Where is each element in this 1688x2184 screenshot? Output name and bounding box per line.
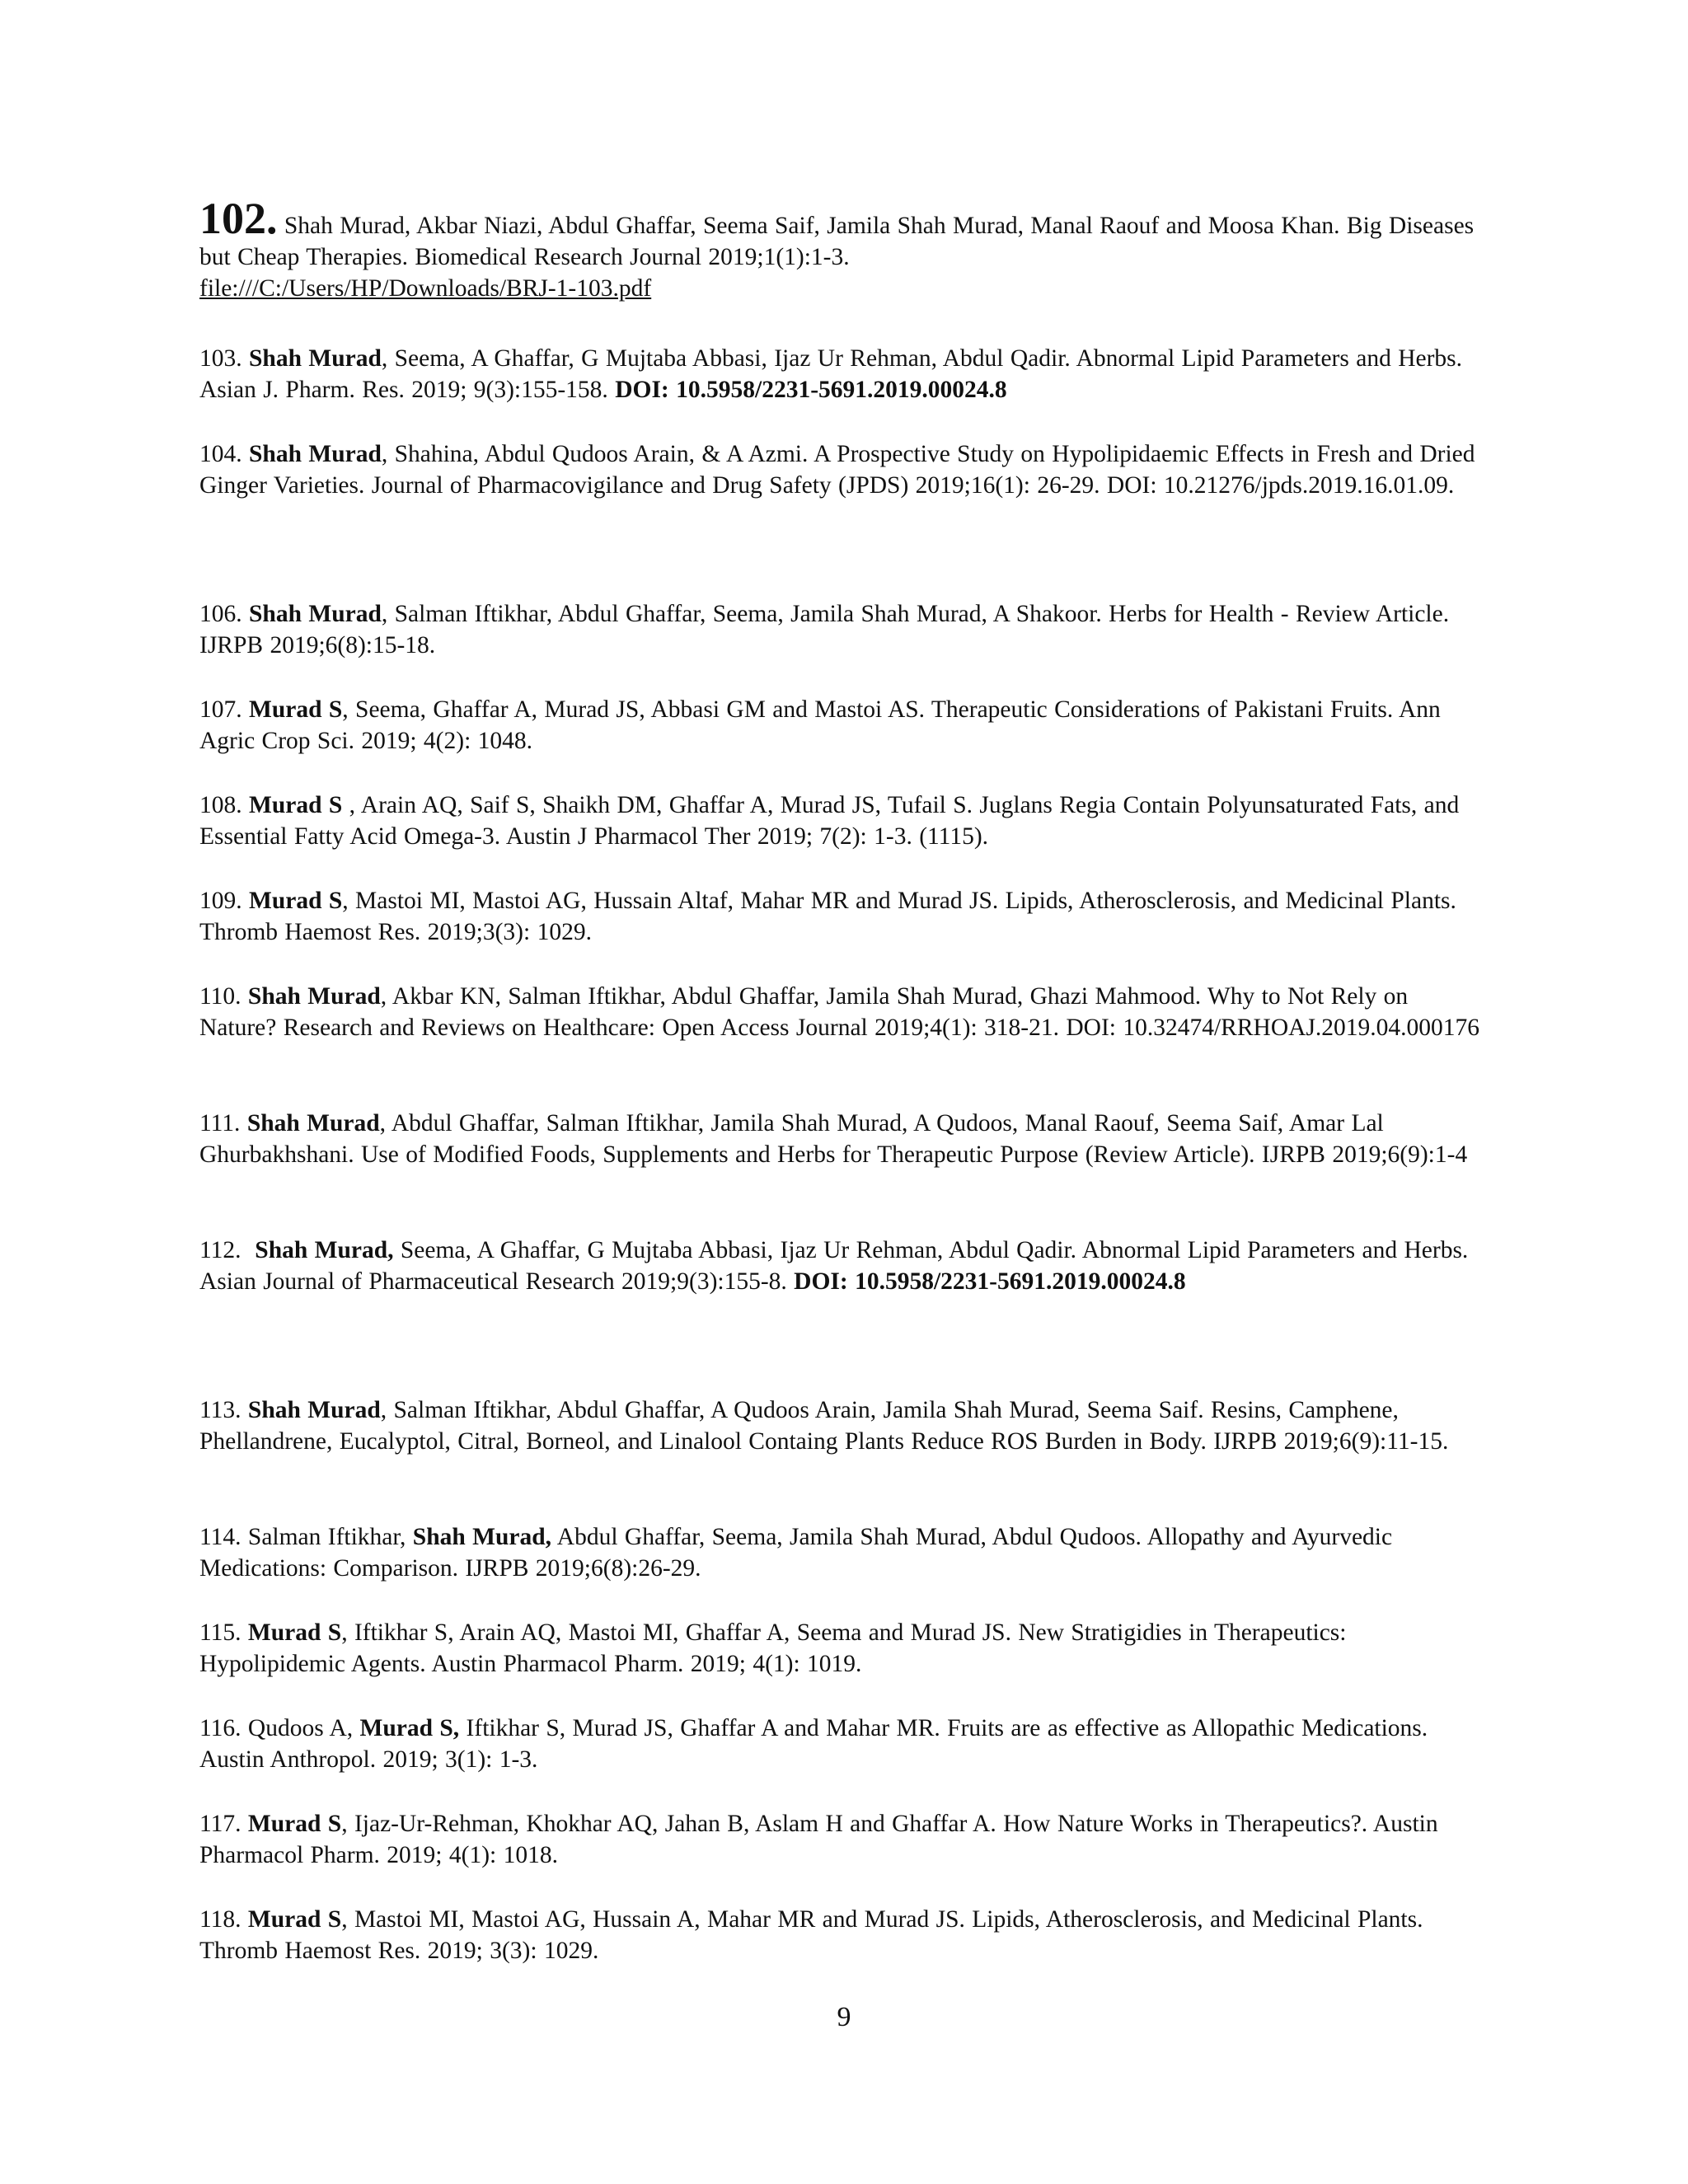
- reference-text: , Arain AQ, Saif S, Shaikh DM, Ghaffar A, Murad JS, Tufail S. Juglans Regia Contain Polyunsaturated Fats, and Essential Fatty Acid Omega-3. Austin J Pharmacol Ther 2019; 7(2): 1-3. (1115).: [199, 792, 1460, 850]
- reference-text: , Akbar KN, Salman Iftikhar, Abdul Ghaffar, Jamila Shah Murad, Ghazi Mahmood. Why to Not Rely on Nature? Research and Reviews on Healthcare: Open Access Journal 2019;4(1): 318-21. DOI: 10.32474/RRHOAJ.2019.04.000176: [199, 983, 1480, 1041]
- reference-text-pre: Qudoos A,: [247, 1715, 354, 1741]
- reference-entry-109: [199, 885, 1489, 948]
- reference-number: 113.: [199, 1397, 241, 1423]
- reference-number: 112.: [199, 1237, 241, 1263]
- reference-number: 111.: [199, 1110, 241, 1137]
- reference-author-highlight: Shah Murad: [247, 983, 381, 1010]
- reference-entry-102: [199, 196, 1489, 304]
- reference-text: , Salman Iftikhar, Abdul Ghaffar, A Qudoos Arain, Jamila Shah Murad, Seema Saif. Resins, Camphene, Phellandrene, Eucalyptol, Citral, Borneol, and Linalool Containg Plants Reduce ROS Burden in Body. IJRPB 2019;6(9):11-15.: [199, 1397, 1449, 1455]
- reference-entry-115: [199, 1617, 1489, 1680]
- reference-entry-110: [199, 981, 1489, 1043]
- reference-text: , Abdul Ghaffar, Salman Iftikhar, Jamila Shah Murad, A Qudoos, Manal Raouf, Seema Saif, Amar Lal Ghurbakhshani. Use of Modified Foods, Supplements and Herbs for Therapeutic Purpose (Review Article). IJRPB 2019;6(9):1-4: [199, 1110, 1468, 1168]
- reference-text: , Seema, Ghaffar A, Murad JS, Abbasi GM and Mastoi AS. Therapeutic Considerations of Pakistani Fruits. Ann Agric Crop Sci. 2019; 4(2): 1048.: [199, 696, 1441, 754]
- reference-link[interactable]: file:///C:/Users/HP/Downloads/BRJ-1-103.pdf: [199, 275, 652, 302]
- reference-author-highlight: Shah Murad,: [255, 1237, 394, 1263]
- reference-number: 109.: [199, 888, 242, 914]
- reference-entry-104: [199, 438, 1489, 501]
- reference-number: 102.: [199, 194, 278, 243]
- reference-text: , Mastoi MI, Mastoi AG, Hussain Altaf, Mahar MR and Murad JS. Lipids, Atherosclerosis, and Medicinal Plants. Thromb Haemost Res. 2019;3(3): 1029.: [199, 888, 1456, 945]
- reference-number: 110.: [199, 983, 241, 1010]
- reference-doi: DOI: 10.5958/2231-5691.2019.00024.8: [794, 1268, 1186, 1295]
- reference-number: 106.: [199, 601, 242, 627]
- reference-author-highlight: Shah Murad,: [412, 1524, 552, 1550]
- reference-entry-118: [199, 1904, 1489, 1966]
- reference-text: Shah Murad, Akbar Niazi, Abdul Ghaffar, Seema Saif, Jamila Shah Murad, Manal Raouf and Moosa Khan. Big Diseases but Cheap Therapies. Biomedical Research Journal 2019;1(1):1-3.: [199, 213, 1475, 270]
- reference-entry-106: [199, 598, 1489, 661]
- reference-text: , Mastoi MI, Mastoi AG, Hussain A, Mahar MR and Murad JS. Lipids, Atherosclerosis, and Medicinal Plants. Thromb Haemost Res. 2019; 3(3): 1029.: [199, 1906, 1423, 1964]
- reference-text: , Seema, A Ghaffar, G Mujtaba Abbasi, Ijaz Ur Rehman, Abdul Qadir. Abnormal Lipid Parameters and Herbs. Asian J. Pharm. Res. 2019; 9(3):155-158.: [199, 345, 1463, 403]
- reference-author-highlight: Murad S: [247, 1619, 342, 1646]
- reference-author-highlight: Murad S: [249, 792, 343, 818]
- reference-text: , Iftikhar S, Arain AQ, Mastoi MI, Ghaffar A, Seema and Murad JS. New Stratigidies in Therapeutics: Hypolipidemic Agents. Austin Pharmacol Pharm. 2019; 4(1): 1019.: [199, 1619, 1347, 1677]
- reference-author-highlight: Shah Murad: [249, 441, 382, 467]
- reference-entry-116: [199, 1713, 1489, 1775]
- reference-number: 104.: [199, 441, 242, 467]
- reference-author-highlight: Murad S: [249, 888, 343, 914]
- reference-entry-112: [199, 1235, 1489, 1297]
- reference-text: , Ijaz-Ur-Rehman, Khokhar AQ, Jahan B, Aslam H and Ghaffar A. How Nature Works in Therapeutics?. Austin Pharmacol Pharm. 2019; 4(1): 1018.: [199, 1811, 1438, 1868]
- reference-text: Abdul Ghaffar, Seema, Jamila Shah Murad, Abdul Qudoos. Allopathy and Ayurvedic Medications: Comparison. IJRPB 2019;6(8):26-29.: [199, 1524, 1393, 1582]
- page-number: 9: [837, 2002, 851, 2032]
- reference-text: Seema, A Ghaffar, G Mujtaba Abbasi, Ijaz Ur Rehman, Abdul Qadir. Abnormal Lipid Parameters and Herbs. Asian Journal of Pharmaceutical Research 2019;9(3):155-8.: [199, 1237, 1469, 1295]
- reference-number: 103.: [199, 345, 242, 372]
- reference-text: , Shahina, Abdul Qudoos Arain, & A Azmi. A Prospective Study on Hypolipidaemic Effects in Fresh and Dried Ginger Varieties. Journal of Pharmacovigilance and Drug Safety (JPDS) 2019;16(1): 26-29. DOI: 10.21276/jpds.2019.16.01.09.: [199, 441, 1475, 499]
- reference-entry-114: [199, 1521, 1489, 1584]
- reference-entry-113: [199, 1394, 1489, 1457]
- reference-author-highlight: Shah Murad: [249, 345, 382, 372]
- reference-number: 107.: [199, 696, 242, 723]
- reference-author-highlight: Murad S,: [359, 1715, 460, 1741]
- reference-author-highlight: Murad S: [249, 696, 343, 723]
- reference-number: 114.: [199, 1524, 241, 1550]
- reference-author-highlight: Murad S: [247, 1906, 342, 1933]
- reference-author-highlight: Shah Murad: [249, 601, 382, 627]
- reference-entry-108: [199, 790, 1489, 852]
- reference-entry-103: [199, 343, 1489, 405]
- reference-entry-107: [199, 694, 1489, 757]
- reference-number: 117.: [199, 1811, 241, 1837]
- reference-entry-111: [199, 1108, 1489, 1170]
- reference-text: , Salman Iftikhar, Abdul Ghaffar, Seema, Jamila Shah Murad, A Shakoor. Herbs for Health - Review Article. IJRPB 2019;6(8):15-18.: [199, 601, 1450, 658]
- reference-number: 118.: [199, 1906, 241, 1933]
- reference-number: 108.: [199, 792, 242, 818]
- reference-author-highlight: Shah Murad: [246, 1110, 380, 1137]
- reference-doi: DOI: 10.5958/2231-5691.2019.00024.8: [615, 377, 1007, 403]
- reference-author-highlight: Murad S: [247, 1811, 342, 1837]
- reference-text-pre: Salman Iftikhar,: [247, 1524, 406, 1550]
- reference-text: Iftikhar S, Murad JS, Ghaffar A and Mahar MR. Fruits are as effective as Allopathic Medications. Austin Anthropol. 2019; 3(1): 1-3.: [199, 1715, 1428, 1773]
- reference-author-highlight: Shah Murad: [247, 1397, 381, 1423]
- reference-number: 116.: [199, 1715, 241, 1741]
- reference-entry-117: [199, 1808, 1489, 1871]
- reference-number: 115.: [199, 1619, 241, 1646]
